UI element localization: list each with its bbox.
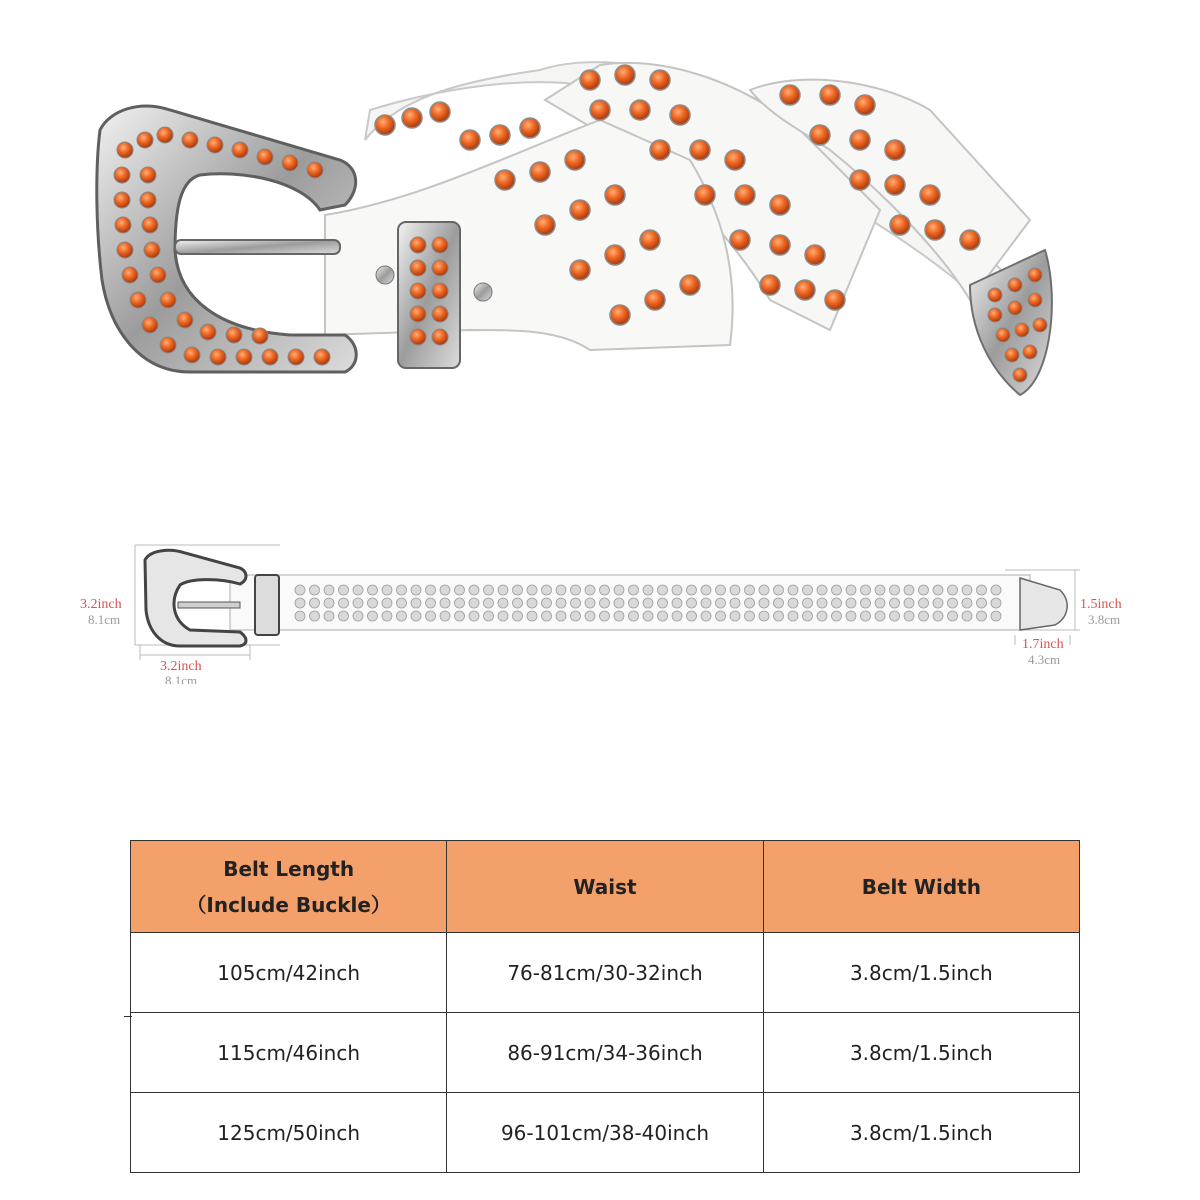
stud bbox=[919, 598, 929, 608]
stud bbox=[933, 585, 943, 595]
stud bbox=[339, 598, 349, 608]
stud bbox=[382, 598, 392, 608]
stud bbox=[701, 611, 711, 621]
stud bbox=[875, 611, 885, 621]
stud bbox=[861, 585, 871, 595]
stud bbox=[933, 611, 943, 621]
stud bbox=[745, 585, 755, 595]
stud bbox=[803, 585, 813, 595]
stud bbox=[469, 598, 479, 608]
stud bbox=[774, 585, 784, 595]
stud bbox=[759, 598, 769, 608]
stud bbox=[600, 585, 610, 595]
stud bbox=[948, 598, 958, 608]
table-row bbox=[131, 1093, 1080, 1173]
stud bbox=[875, 585, 885, 595]
stud bbox=[629, 598, 639, 608]
stud bbox=[426, 585, 436, 595]
stud bbox=[455, 585, 465, 595]
stud bbox=[991, 585, 1001, 595]
stud bbox=[991, 598, 1001, 608]
stud bbox=[904, 611, 914, 621]
header-belt-length-line2: （Include Buckle） bbox=[186, 892, 391, 917]
stud bbox=[353, 611, 363, 621]
stud bbox=[788, 585, 798, 595]
stud bbox=[977, 611, 987, 621]
stud bbox=[832, 611, 842, 621]
belt-product-photo bbox=[0, 0, 1200, 400]
stud bbox=[933, 598, 943, 608]
stud bbox=[339, 611, 349, 621]
stud bbox=[672, 585, 682, 595]
belt-loop-keeper bbox=[398, 222, 460, 368]
stud bbox=[295, 611, 305, 621]
stud bbox=[310, 585, 320, 595]
stud bbox=[745, 611, 755, 621]
stud bbox=[861, 611, 871, 621]
stud bbox=[498, 598, 508, 608]
table-row bbox=[131, 1013, 1080, 1093]
stud bbox=[614, 598, 624, 608]
stud bbox=[498, 585, 508, 595]
stud bbox=[701, 585, 711, 595]
stud bbox=[542, 598, 552, 608]
stud bbox=[614, 585, 624, 595]
stud bbox=[556, 611, 566, 621]
stud bbox=[658, 585, 668, 595]
stud bbox=[701, 598, 711, 608]
stud bbox=[484, 598, 494, 608]
stud bbox=[513, 611, 523, 621]
stud bbox=[484, 611, 494, 621]
stud bbox=[962, 611, 972, 621]
stud bbox=[382, 585, 392, 595]
stud bbox=[484, 585, 494, 595]
stud bbox=[919, 585, 929, 595]
stud bbox=[672, 611, 682, 621]
stud bbox=[948, 585, 958, 595]
stud bbox=[962, 598, 972, 608]
stud bbox=[817, 611, 827, 621]
loop-keeper-diagram bbox=[255, 575, 279, 635]
stud bbox=[948, 611, 958, 621]
stud bbox=[977, 585, 987, 595]
stud bbox=[962, 585, 972, 595]
belt-strap-front bbox=[325, 120, 733, 350]
stud bbox=[629, 611, 639, 621]
buckle-height-inch: 3.2inch bbox=[80, 597, 122, 612]
stud bbox=[324, 598, 334, 608]
stud bbox=[571, 598, 581, 608]
stud bbox=[513, 585, 523, 595]
stud bbox=[730, 611, 740, 621]
stud bbox=[904, 585, 914, 595]
stud bbox=[469, 585, 479, 595]
buckle-prong bbox=[175, 240, 340, 254]
stud bbox=[527, 585, 537, 595]
stud bbox=[643, 598, 653, 608]
stud bbox=[295, 585, 305, 595]
stud bbox=[904, 598, 914, 608]
rivet bbox=[376, 266, 394, 284]
stud bbox=[353, 585, 363, 595]
stud bbox=[324, 585, 334, 595]
stud bbox=[716, 585, 726, 595]
stud bbox=[426, 611, 436, 621]
cell-waist: 76-81cm/30-32inch bbox=[447, 933, 763, 1013]
cell-belt-length: 105cm/42inch bbox=[131, 933, 447, 1013]
buckle-width-inch: 3.2inch bbox=[160, 659, 202, 674]
stud bbox=[440, 598, 450, 608]
stud bbox=[890, 585, 900, 595]
stud bbox=[571, 585, 581, 595]
stud bbox=[687, 598, 697, 608]
stud bbox=[832, 598, 842, 608]
stud bbox=[368, 585, 378, 595]
stud bbox=[397, 598, 407, 608]
belt-buckle bbox=[97, 106, 356, 372]
header-belt-length-line1: Belt Length bbox=[223, 856, 355, 881]
stud bbox=[455, 611, 465, 621]
tip-width-cm: 4.3cm bbox=[1028, 652, 1061, 667]
stud bbox=[716, 598, 726, 608]
stud bbox=[368, 598, 378, 608]
cell-belt-length: 125cm/50inch bbox=[131, 1093, 447, 1173]
stud bbox=[498, 611, 508, 621]
cell-belt-width: 3.8cm/1.5inch bbox=[763, 1093, 1079, 1173]
stud bbox=[295, 598, 305, 608]
stud bbox=[585, 598, 595, 608]
stud bbox=[861, 598, 871, 608]
stud bbox=[614, 611, 624, 621]
buckle-height-cm: 8.1cm bbox=[88, 612, 121, 627]
cell-waist: 96-101cm/38-40inch bbox=[447, 1093, 763, 1173]
buckle-prong-diagram bbox=[178, 602, 240, 608]
size-chart-table bbox=[130, 840, 1080, 1173]
stud bbox=[310, 598, 320, 608]
stud bbox=[382, 611, 392, 621]
stud bbox=[846, 611, 856, 621]
stud bbox=[817, 585, 827, 595]
stud bbox=[455, 598, 465, 608]
stud bbox=[324, 611, 334, 621]
stud bbox=[556, 585, 566, 595]
header-belt-length bbox=[131, 841, 447, 933]
table-row bbox=[131, 933, 1080, 1013]
stud bbox=[658, 598, 668, 608]
stud bbox=[745, 598, 755, 608]
stud bbox=[600, 611, 610, 621]
tip-diagram bbox=[1020, 578, 1067, 630]
stud bbox=[527, 611, 537, 621]
table-header-row bbox=[131, 841, 1080, 933]
stud bbox=[411, 611, 421, 621]
stud bbox=[890, 611, 900, 621]
cell-belt-width: 3.8cm/1.5inch bbox=[763, 933, 1079, 1013]
stud bbox=[788, 611, 798, 621]
stud bbox=[411, 585, 421, 595]
stud bbox=[803, 598, 813, 608]
stud bbox=[426, 598, 436, 608]
stud bbox=[411, 598, 421, 608]
stud bbox=[890, 598, 900, 608]
tip-height-cm: 3.8cm bbox=[1088, 612, 1121, 627]
row-divider-tick bbox=[124, 1016, 132, 1017]
stud-rows bbox=[295, 585, 1001, 621]
stud bbox=[339, 585, 349, 595]
stud bbox=[440, 585, 450, 595]
stud bbox=[542, 585, 552, 595]
stud bbox=[397, 585, 407, 595]
tip-height-inch: 1.5inch bbox=[1080, 597, 1122, 612]
stud bbox=[585, 611, 595, 621]
stud bbox=[556, 598, 566, 608]
rivet bbox=[474, 283, 492, 301]
stud bbox=[817, 598, 827, 608]
stud bbox=[991, 611, 1001, 621]
stud bbox=[585, 585, 595, 595]
stud bbox=[368, 611, 378, 621]
stud bbox=[774, 611, 784, 621]
stud bbox=[759, 611, 769, 621]
stud bbox=[513, 598, 523, 608]
stud bbox=[832, 585, 842, 595]
stud bbox=[440, 611, 450, 621]
stud bbox=[571, 611, 581, 621]
stud bbox=[643, 585, 653, 595]
stud bbox=[875, 598, 885, 608]
stud bbox=[919, 611, 929, 621]
buckle-width-cm: 8.1cm bbox=[165, 674, 198, 684]
stud bbox=[542, 611, 552, 621]
cell-belt-length: 115cm/46inch bbox=[131, 1013, 447, 1093]
stud bbox=[600, 598, 610, 608]
cell-belt-width: 3.8cm/1.5inch bbox=[763, 1013, 1079, 1093]
stud bbox=[803, 611, 813, 621]
stud bbox=[846, 598, 856, 608]
stud bbox=[687, 611, 697, 621]
cell-waist: 86-91cm/34-36inch bbox=[447, 1013, 763, 1093]
stud bbox=[397, 611, 407, 621]
stud bbox=[730, 585, 740, 595]
stud bbox=[846, 585, 856, 595]
stud bbox=[310, 611, 320, 621]
stud bbox=[643, 611, 653, 621]
header-belt-width: Belt Width bbox=[763, 841, 1079, 933]
stud bbox=[730, 598, 740, 608]
stud bbox=[687, 585, 697, 595]
stud bbox=[716, 611, 726, 621]
stud bbox=[629, 585, 639, 595]
tip-width-inch: 1.7inch bbox=[1022, 637, 1064, 652]
stud bbox=[353, 598, 363, 608]
stud bbox=[672, 598, 682, 608]
stud bbox=[527, 598, 537, 608]
stud bbox=[658, 611, 668, 621]
stud bbox=[788, 598, 798, 608]
stud bbox=[469, 611, 479, 621]
stud bbox=[774, 598, 784, 608]
stud bbox=[759, 585, 769, 595]
header-waist: Waist bbox=[447, 841, 763, 933]
stud bbox=[977, 598, 987, 608]
